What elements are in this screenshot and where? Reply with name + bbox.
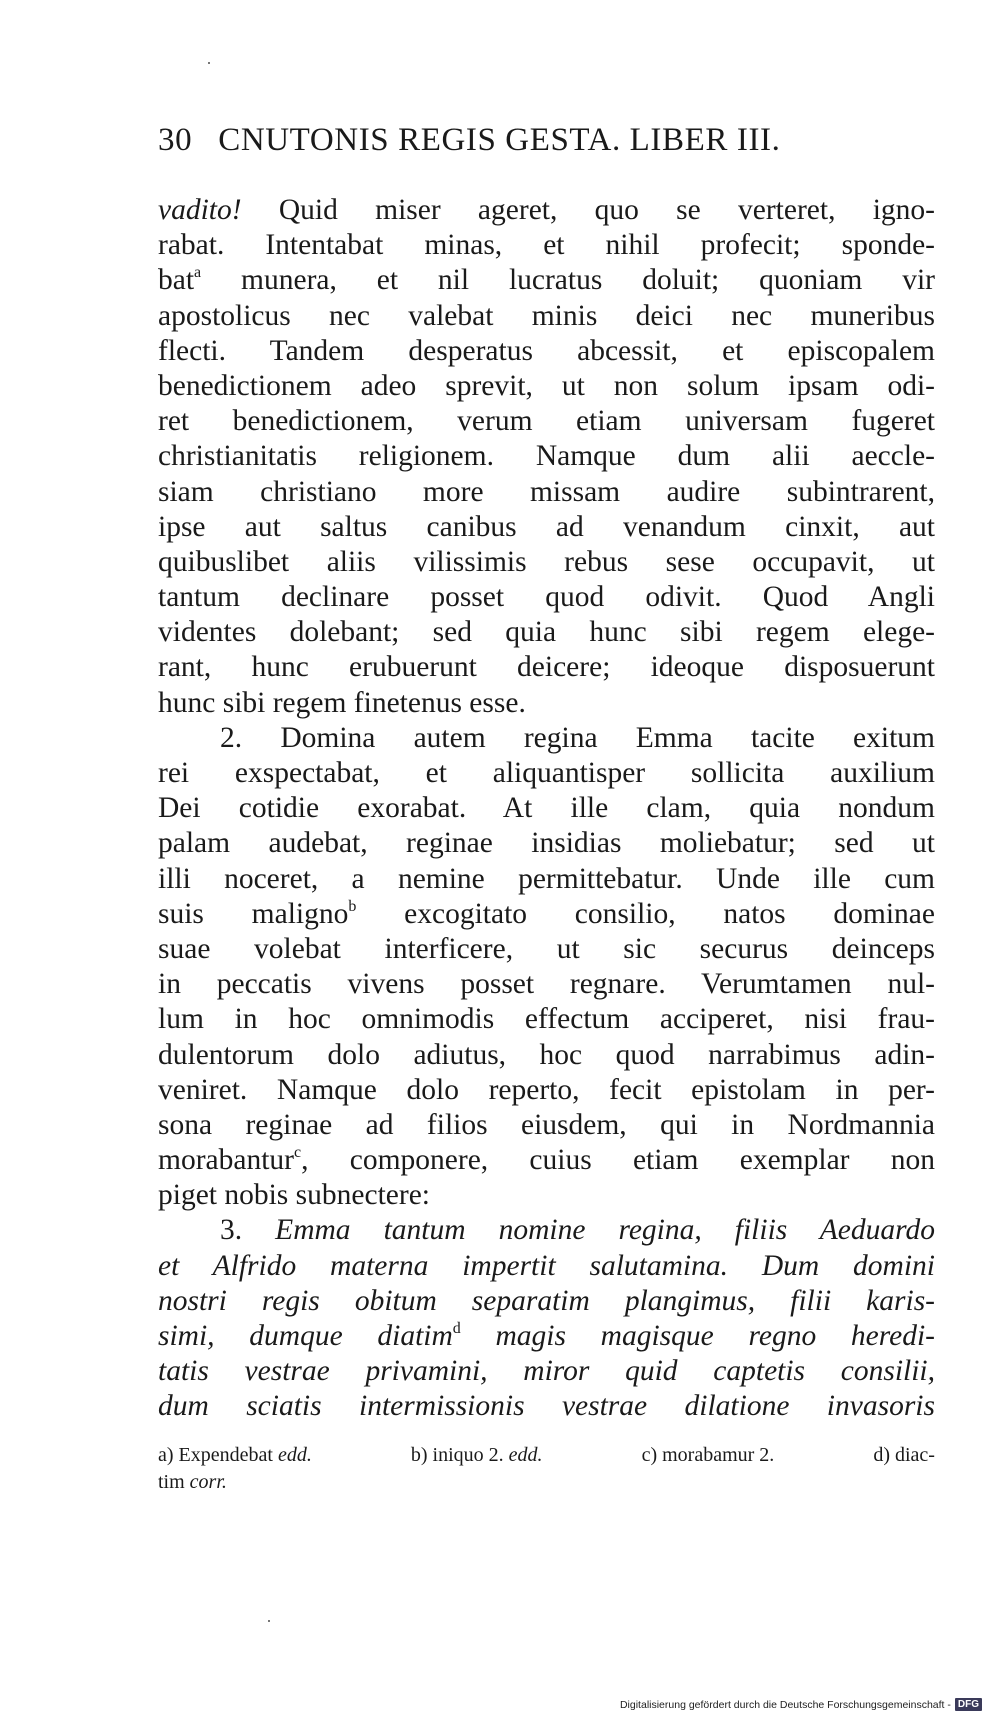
text-line: apostolicus nec valebat minis deici nec muneribus xyxy=(158,299,935,332)
page-number: 30 xyxy=(158,122,193,158)
text-line: ipse aut saltus canibus ad venandum cinxit, aut xyxy=(158,510,935,543)
footnote-c: c) morabamur 2. xyxy=(641,1444,775,1466)
footnote-b: b) iniquo 2. edd. xyxy=(410,1444,543,1466)
text-line: christianitatis religionem. Namque dum alii aeccle- xyxy=(158,440,935,473)
text-line: palam audebat, reginae insidias moliebatur; sed ut xyxy=(158,827,935,860)
text-line: benedictionem adeo sprevit, ut non solum ipsam odi- xyxy=(158,369,935,402)
text-line: siam christiano more missam audire subintrarent, xyxy=(158,475,935,508)
text-line: in peccatis vivens posset regnare. Verumtamen nul- xyxy=(158,968,935,1001)
footnote-a: a) Expendebat edd. xyxy=(158,1444,312,1466)
note-mark-a: a xyxy=(194,264,202,282)
text-line: simi, dumque diatim$^d$ magis magisque regno heredi- xyxy=(158,1320,935,1352)
text-line: vadito! Quid miser ageret, quo se verteret, igno- xyxy=(158,194,935,226)
text-line: quibuslibet aliis vilissimis rebus sese occupavit, ut xyxy=(158,545,935,578)
footnote-line xyxy=(158,1469,935,1496)
note-mark-c: c xyxy=(293,1144,302,1162)
text-line: rant, hunc erubuerunt deicere; ideoque disposuerunt xyxy=(158,651,935,684)
text-line: morabantur$^c$, componere, cuius etiam exemplar non xyxy=(158,1144,935,1177)
paragraph-3-start: 3. Emma tantum nomine regina, filiis Aeduardo xyxy=(220,1214,935,1247)
text-line: dum sciatis intermissionis vestrae dilatione invasoris xyxy=(158,1390,935,1423)
note-mark-d: d xyxy=(452,1320,461,1337)
running-head xyxy=(158,122,888,159)
text-line: flecti. Tandem desperatus abcessit, et episcopalem xyxy=(158,334,935,367)
text-line: illi noceret, a nemine permittebatur. Unde ille cum xyxy=(158,862,935,895)
body-text xyxy=(158,193,935,1425)
paper-speck xyxy=(208,62,210,64)
footnote-d-continued: tim corr. xyxy=(158,1471,227,1493)
text-line: Dei cotidie exorabat. At ille clam, quia nondum xyxy=(158,792,935,825)
credit-text: Digitalisierung gefördert durch die Deutsche Forschungsgemeinschaft - xyxy=(619,1698,951,1711)
text-line: suae volebat interficere, ut sic securus deinceps xyxy=(158,932,935,965)
paper-speck xyxy=(268,1620,270,1622)
text-line: rei exspectabat, et aliquantisper sollicita auxilium xyxy=(158,757,935,789)
dfg-logo-icon: DFG xyxy=(955,1698,982,1711)
text-line: hunc sibi regem finetenus esse. xyxy=(158,686,526,719)
text-line: piget nobis subnectere: xyxy=(158,1179,430,1212)
text-line: ret benedictionem, verum etiam universam fugeret xyxy=(158,405,935,438)
text-line: rabat. Intentabat minas, et nihil profecit; sponde- xyxy=(158,229,935,262)
text-line: tatis vestrae privamini, miror quid captetis consilii, xyxy=(158,1355,935,1388)
paragraph-2-start: 2. Domina autem regina Emma tacite exitum xyxy=(220,721,935,754)
digitization-credit xyxy=(620,1698,982,1711)
text-line: lum in hoc omnimodis effectum acciperet, nisi frau- xyxy=(158,1003,935,1036)
text-line: veniret. Namque dolo reperto, fecit epistolam in per- xyxy=(158,1073,935,1106)
footnote-d: d) diac- xyxy=(873,1444,935,1466)
text-line: nostri regis obitum separatim plangimus, filii karis- xyxy=(158,1284,935,1317)
text-line: sona reginae ad filios eiusdem, qui in Nordmannia xyxy=(158,1108,935,1141)
text-line: dulentorum dolo adiutus, hoc quod narrabimus adin- xyxy=(158,1038,935,1071)
note-mark-b: b xyxy=(348,897,357,915)
text-line: et Alfrido materna impertit salutamina. Dum domini xyxy=(158,1249,935,1282)
text-line: tantum declinare posset quod odivit. Quod Angli xyxy=(158,581,935,614)
text-line: suis maligno$^b$ excogitato consilio, natos dominae xyxy=(158,897,935,930)
footnote-line xyxy=(158,1442,935,1469)
text-line: bat$^a$ munera, et nil lucratus doluit; quoniam vir xyxy=(158,264,936,297)
running-title: CNUTONIS REGIS GESTA. LIBER III. xyxy=(218,122,781,158)
text-line: videntes dolebant; sed quia hunc sibi regem elege- xyxy=(158,616,935,649)
footnotes xyxy=(158,1442,935,1496)
